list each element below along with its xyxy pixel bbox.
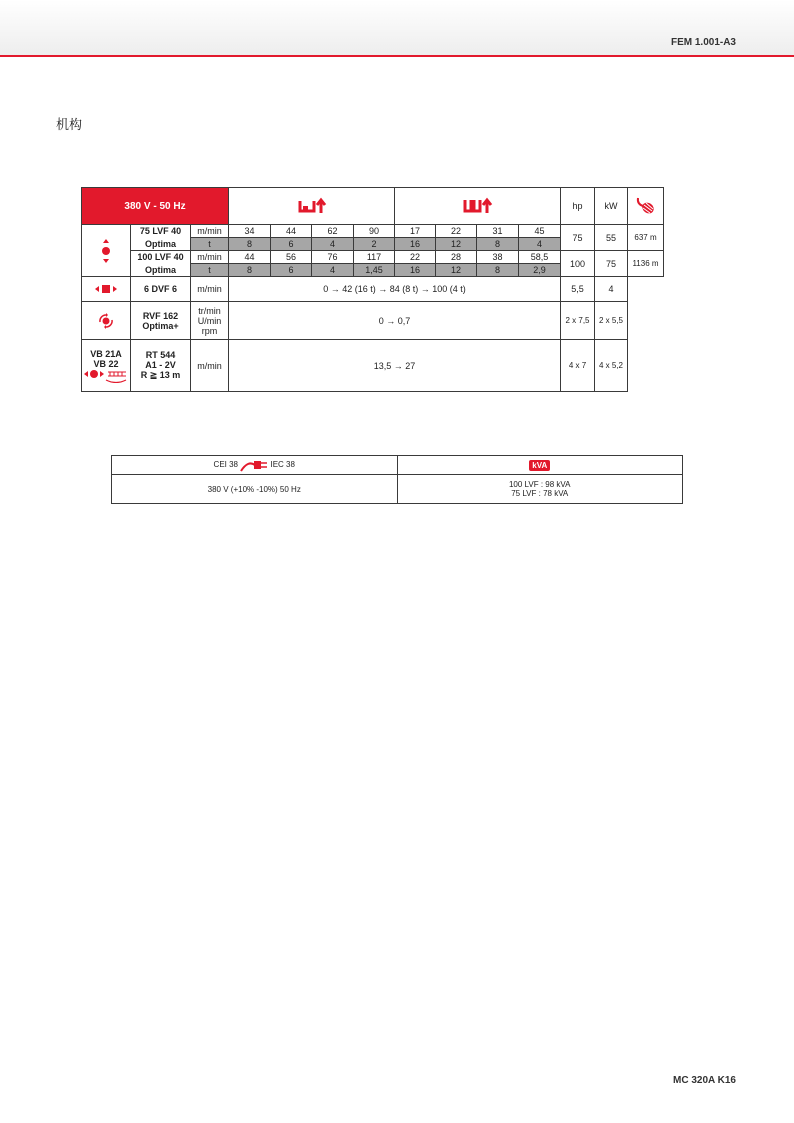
document-reference: FEM 1.001-A3	[670, 37, 736, 48]
speed-cell: 22	[395, 251, 436, 264]
speed-cell: 45	[519, 225, 561, 238]
hoist-sub-75: Optima	[131, 238, 191, 251]
cable-length-cell: 1136 m	[628, 251, 664, 277]
power-plug-icon	[240, 458, 268, 472]
slewing-kw: 2 x 5,5	[595, 302, 628, 340]
hp-header: hp	[561, 188, 595, 225]
load-cell: 6	[271, 238, 312, 251]
load-cell: 8	[477, 238, 519, 251]
travel-speed-range: 13,5 → 27	[229, 340, 561, 392]
load-cell: 8	[477, 264, 519, 277]
slewing-sub: Optima+	[142, 320, 179, 331]
hoist-model-75: 75 LVF 40	[131, 225, 191, 238]
kw-cell: 75	[595, 251, 628, 277]
load-cell: 12	[436, 238, 477, 251]
load-cell: 16	[395, 238, 436, 251]
slewing-rotation-icon	[98, 313, 114, 329]
cable-length-cell: 637 m	[628, 225, 664, 251]
load-cell: 8	[229, 264, 271, 277]
travel-kw: 4 x 5,2	[595, 340, 628, 392]
slewing-model-cell	[131, 302, 191, 340]
kva-100: 100 LVF : 98 kVA	[508, 480, 571, 489]
travel-model-1: RT 544	[145, 350, 176, 360]
trolley-hp: 5,5	[561, 277, 595, 302]
kva-75: 75 LVF : 78 kVA	[511, 489, 569, 498]
cable-drum-icon	[635, 195, 657, 217]
hoist-up-down-icon	[100, 239, 112, 263]
speed-cell: 62	[312, 225, 354, 238]
hoist-icon-cell	[82, 225, 131, 277]
standard-cei: CEI 38	[213, 460, 239, 470]
unit-t: t	[191, 238, 229, 251]
slewing-unit-1: tr/min	[198, 305, 221, 316]
standard-iec: IEC 38	[270, 460, 295, 470]
load-cell: 4	[312, 238, 354, 251]
speed-cell: 44	[229, 251, 271, 264]
travel-model-2: A1 - 2V	[145, 360, 176, 370]
twin-hook-header	[395, 188, 561, 225]
load-cell: 1,45	[354, 264, 395, 277]
mechanisms-table	[81, 187, 664, 392]
speed-cell: 22	[436, 225, 477, 238]
single-hook-header	[229, 188, 395, 225]
slewing-model: RVF 162	[142, 310, 179, 321]
slewing-unit-2: U/min	[197, 315, 222, 326]
footer-model: MC 320A K16	[673, 1075, 736, 1086]
trolley-speed-range: 0 → 42 (16 t) → 84 (8 t) → 100 (4 t)	[229, 277, 561, 302]
speed-cell: 117	[354, 251, 395, 264]
speed-cell: 31	[477, 225, 519, 238]
standard-header	[112, 456, 398, 475]
voltage-header: 380 V - 50 Hz	[82, 188, 229, 225]
gantry-travel-icon	[84, 369, 128, 383]
kva-header	[397, 456, 683, 475]
hp-cell: 100	[561, 251, 595, 277]
kw-cell: 55	[595, 225, 628, 251]
section-title: 机构	[56, 117, 83, 132]
unit-mmin: m/min	[191, 225, 229, 238]
speed-cell: 56	[271, 251, 312, 264]
load-cell: 2,9	[519, 264, 561, 277]
kva-badge: kVA	[529, 460, 550, 471]
hook-lift-single-icon	[297, 197, 327, 215]
load-cell: 16	[395, 264, 436, 277]
speed-cell: 34	[229, 225, 271, 238]
speed-cell: 17	[395, 225, 436, 238]
travel-unit: m/min	[191, 340, 229, 392]
slewing-unit-cell	[191, 302, 229, 340]
travel-model-3: R ≧ 13 m	[140, 370, 181, 380]
power-supply-table	[111, 455, 683, 504]
hook-lift-twin-icon	[463, 197, 493, 215]
speed-cell: 44	[271, 225, 312, 238]
header-rule	[0, 55, 794, 57]
trolley-model: 6 DVF 6	[131, 277, 191, 302]
hp-cell: 75	[561, 225, 595, 251]
trolley-unit: m/min	[191, 277, 229, 302]
speed-cell: 76	[312, 251, 354, 264]
load-cell: 6	[271, 264, 312, 277]
speed-cell: 58,5	[519, 251, 561, 264]
unit-t: t	[191, 264, 229, 277]
slewing-speed-range: 0 → 0,7	[229, 302, 561, 340]
slewing-hp: 2 x 7,5	[561, 302, 595, 340]
unit-mmin: m/min	[191, 251, 229, 264]
load-cell: 8	[229, 238, 271, 251]
travel-name-cell	[82, 340, 131, 392]
load-cell: 12	[436, 264, 477, 277]
travel-name-1: VB 21A	[90, 348, 122, 359]
load-cell: 4	[312, 264, 354, 277]
trolley-kw: 4	[595, 277, 628, 302]
cable-header	[628, 188, 664, 225]
travel-hp: 4 x 7	[561, 340, 595, 392]
supply-voltage: 380 V (+10% -10%) 50 Hz	[112, 475, 398, 504]
speed-cell: 90	[354, 225, 395, 238]
speed-cell: 28	[436, 251, 477, 264]
trolley-icon-cell	[82, 277, 131, 302]
trolley-travel-icon	[95, 284, 117, 294]
travel-model-cell	[131, 340, 191, 392]
slewing-icon-cell	[82, 302, 131, 340]
speed-cell: 38	[477, 251, 519, 264]
kw-header: kW	[595, 188, 628, 225]
slewing-unit-3: rpm	[201, 325, 218, 336]
travel-name-2: VB 22	[93, 358, 119, 369]
kva-values	[397, 475, 683, 504]
hoist-model-100: 100 LVF 40	[131, 251, 191, 264]
load-cell: 4	[519, 238, 561, 251]
hoist-sub-100: Optima	[131, 264, 191, 277]
load-cell: 2	[354, 238, 395, 251]
